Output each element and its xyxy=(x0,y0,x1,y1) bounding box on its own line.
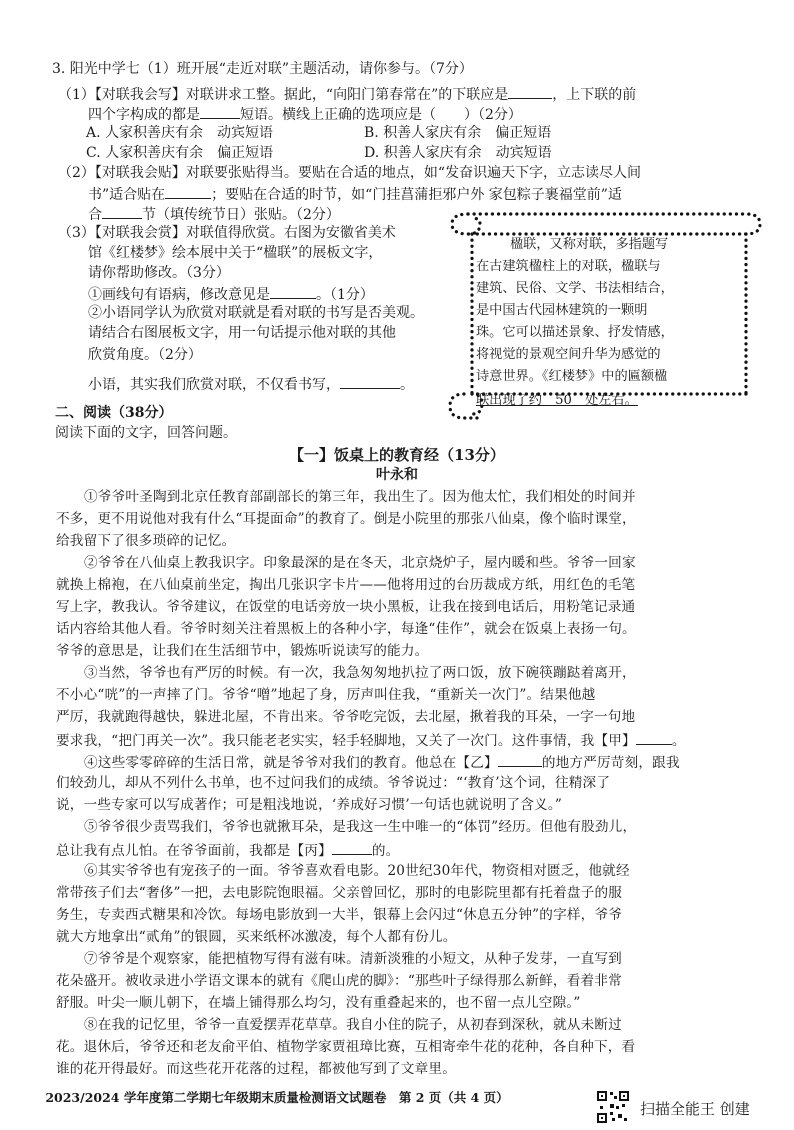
answer-blank[interactable] xyxy=(508,84,552,99)
subq-2-line-3 xyxy=(88,204,340,224)
article-line: ②爷爷在八仙桌上教我识字。印象最深的是在冬天，北京烧炉子，屋内暖和些。爷爷一回家 xyxy=(84,555,636,571)
text: 。 xyxy=(671,733,686,749)
article-line: ①爷爷叶圣陶到北京任教育部副部长的第三年，我出生了。因为他太忙，我们相处的时间并 xyxy=(84,489,636,505)
article-line: 舒服。叶尖一顺儿朝下，在墙上铺得那么均匀，没有重叠起来的，也不留一点儿空隙。” xyxy=(56,995,581,1011)
article-line: 不多，更不用说他对我有什么“耳提面命”的教育了。倒是小院里的那张八仙桌，像个临时课堂， xyxy=(56,511,636,527)
text: （1）【对联我会写】对联讲求工整。据此，“向阳门第春常在”的下联应是 xyxy=(58,87,509,103)
page-footer: 2023/2024 学年度第二学期七年级期末质量检测语文试题卷 第 2 页（共 4 页） xyxy=(45,1090,509,1105)
answer-blank[interactable] xyxy=(102,204,142,219)
article-line: 花朵盛开。被收录进小学语文课本的就有《爬山虎的脚》：“那些叶子绿得那么新鲜，看着非常 xyxy=(56,973,622,989)
subq-3-line-4 xyxy=(88,284,374,304)
section-heading: 二、阅读（38分） xyxy=(55,405,173,421)
article-line: 话内容给其他人看。爷爷时刻关注着黑板上的各种小字，每逢“佳作”，就会在饭桌上表扬一句。 xyxy=(56,621,636,637)
sidebox-line-8: 联出现了约 50 处左右。 xyxy=(476,393,638,408)
text: ④这些零零碎碎的生活日常，就是爷爷对我们的教育。他总在【乙】 xyxy=(84,755,498,771)
article-line: 严厉，我就跑得越快，躲进北屋，不肯出来。爷爷吃完饭，去北屋，揪着我的耳朵，一字一句地 xyxy=(56,709,636,725)
sidebox-line-1: 楹联，又称对联，多指题写 xyxy=(510,237,669,252)
article-line xyxy=(56,840,399,860)
sidebox-line-2: 在古建筑楹柱上的对联，楹联与 xyxy=(476,259,661,274)
subq-3-line-8 xyxy=(88,374,414,394)
sidebox-line-5: 珠。它可以描述景象、抒发情感， xyxy=(476,325,674,340)
article-line xyxy=(56,730,686,750)
text: 。（1分） xyxy=(316,287,374,303)
text: 的地方严厉苛刻，跟我 xyxy=(541,755,680,771)
sidebox-line-3: 建筑、民俗、文学、书法相结合， xyxy=(476,281,674,296)
text: ，上下联的前 xyxy=(552,87,637,103)
article-line: 说，一些专家可以写成著作；可是粗浅地说，‘养成好习惯’一句话也就说明了含义。” xyxy=(56,797,562,813)
answer-blank[interactable] xyxy=(165,184,211,199)
subq-3-line-2: 馆《红楼梦》绘本展中关于“楹联”的展板文字， xyxy=(88,245,383,261)
article-line: 不小心“咣”的一声摔了门。爷爷“噌”地起了身，厉声叫住我，“重新关一次门”。结果他越 xyxy=(56,687,596,703)
subq-1-line-2 xyxy=(88,104,522,124)
answer-blank-jia[interactable] xyxy=(636,730,672,745)
sidebox-line-6: 将视觉的景观空间升华为感觉的 xyxy=(476,347,661,362)
article-line: 花。退休后，爷爷还和老友俞平伯、植物学家贾祖璋比赛，互相寄牵牛花的花种，各自种下，看 xyxy=(56,1039,636,1055)
subq-3-line-5: ②小语同学认为欣赏对联就是看对联的书写是否美观。 xyxy=(88,305,424,321)
sidebox-line-4: 是中国古代园林建筑的一颗明 xyxy=(476,303,648,318)
subq-2-line-1: （2）【对联我会贴】对联要张贴得当。要贴在合适的地点，如“发奋识遍天下字，立志读尽人间 xyxy=(58,165,642,181)
article-line: 给我留下了很多琐碎的记忆。 xyxy=(56,533,236,549)
text: ①画线句有语病，修改意见是 xyxy=(88,287,270,303)
answer-blank-bing[interactable] xyxy=(332,840,372,855)
article-line: 爷爷的意思是，让我们在生活细节中，锻炼听说读写的能力。 xyxy=(56,643,429,659)
text: 总让我有点儿怕。在爷爷面前，我都是【丙】 xyxy=(56,843,332,859)
subq-2-line-2 xyxy=(88,184,622,204)
text: 小语，其实我们欣赏对联，不仅看书写， xyxy=(88,377,340,393)
subq-3-line-1: （3）【对联我会赏】对联值得欣赏。右图为安徽省美术 xyxy=(58,225,396,241)
article-line: ⑤爷爷很少责骂我们，爷爷也就揪耳朵，是我这一生中唯一的“体罚”经历。但他有股劲儿， xyxy=(84,819,637,835)
article-line: ③当然，爷爷也有严厉的时候。有一次，我急匆匆地扒拉了两口饭，放下碗筷蹦跶着离开， xyxy=(84,665,636,681)
qr-code-icon xyxy=(596,1090,630,1124)
answer-blank[interactable] xyxy=(340,374,400,389)
text: 。 xyxy=(400,377,414,393)
scanner-label: 扫描全能王 创建 xyxy=(640,1100,750,1118)
text: ；要贴在合适的时节，如“门挂菖蒲拒邪户外 家包粽子裹福堂前”适 xyxy=(211,187,622,203)
article-line: 就大方地拿出“贰角”的银圆，买来纸杯冰激凌，每个人都有份儿。 xyxy=(56,929,457,945)
text: 节（填传统节日）张贴。（2分） xyxy=(142,207,340,223)
article-line: ⑥其实爷爷也有宠孩子的一面。爷爷喜欢看电影。20世纪30年代，物资相对匮乏，他就经 xyxy=(84,863,630,879)
article-line: 谁的花开得最好。而这些花开花落的过程，都被他写到了文章里。 xyxy=(56,1061,457,1077)
sidebox-line-7: 诗意世界。《红楼梦》中的匾额楹 xyxy=(476,369,668,384)
article-line: 就换上棉袍，在八仙桌前坐定，掏出几张识字卡片——他将用过的台历裁成方纸，用红色的毛笔 xyxy=(56,577,636,593)
option-a[interactable]: A. 人家积善庆有余 动宾短语 xyxy=(86,125,274,141)
text: 短语。横线上正确的选项应是（ ）（2分） xyxy=(240,107,522,123)
article-line: 务生，专卖西式糖果和冷饮。每场电影放到一大半，银幕上会闪过“休息五分钟”的字样，爷爷 xyxy=(56,907,623,923)
option-d[interactable]: D. 积善人家庆有余 动宾短语 xyxy=(364,145,552,161)
option-b[interactable]: B. 积善人家庆有余 偏正短语 xyxy=(364,125,552,141)
subq-3-line-3: 请你帮助修改。（3分） xyxy=(88,265,230,281)
answer-blank[interactable] xyxy=(200,104,240,119)
question-3-title: 3. 阳光中学七（1）班开展“走近对联”主题活动，请你参与。（7分） xyxy=(52,61,473,77)
article-title: 【一】饭桌上的教育经（13分） xyxy=(289,446,505,464)
article-line: 常带孩子们去“奢侈”一把，去电影院饱眼福。父亲曾回忆，那时的电影院里都有托着盘子的服 xyxy=(56,885,623,901)
subq-3-line-6: 请结合右图展板文字，用一句话提示他对联的其他 xyxy=(88,325,396,341)
article-line: 们较劲儿，却从不列什么书单，也不过问我们的成绩。爷爷说过：“‘教育’这个词，往精深了 xyxy=(56,775,611,791)
section-instruction: 阅读下面的文字，回答问题。 xyxy=(55,425,237,441)
article-line: ⑧在我的记忆里，爷爷一直爱摆弄花草草。我自小住的院子，从初春到深秋，就从未断过 xyxy=(84,1017,622,1033)
text: 合 xyxy=(88,207,102,223)
answer-blank[interactable] xyxy=(270,284,316,299)
answer-blank-yi[interactable] xyxy=(498,752,542,767)
article-line: ⑦爷爷是个观察家，能把植物写得有滋有味。清新淡雅的小短文，从种子发芽，一直写到 xyxy=(84,951,622,967)
option-c[interactable]: C. 人家积善庆有余 偏正短语 xyxy=(86,145,274,161)
text: 四个字构成的都是 xyxy=(88,107,200,123)
text: 的。 xyxy=(371,843,400,859)
article-author: 叶永和 xyxy=(376,467,418,483)
article-line xyxy=(84,752,680,772)
text: 书”适合贴在 xyxy=(88,187,166,203)
subq-3-line-7: 欣赏角度。（2分） xyxy=(88,347,202,363)
article-line: 写上字，教我认。爷爷建议，在饭堂的电话旁放一块小黑板，让我在接到电话后，用粉笔记录通 xyxy=(56,599,636,615)
text: 要求我，“把门再关一次”。我只能老老实实，轻手轻脚地，又关了一次门。这件事情，我【甲】 xyxy=(56,733,636,749)
subq-1-line-1 xyxy=(58,84,636,104)
